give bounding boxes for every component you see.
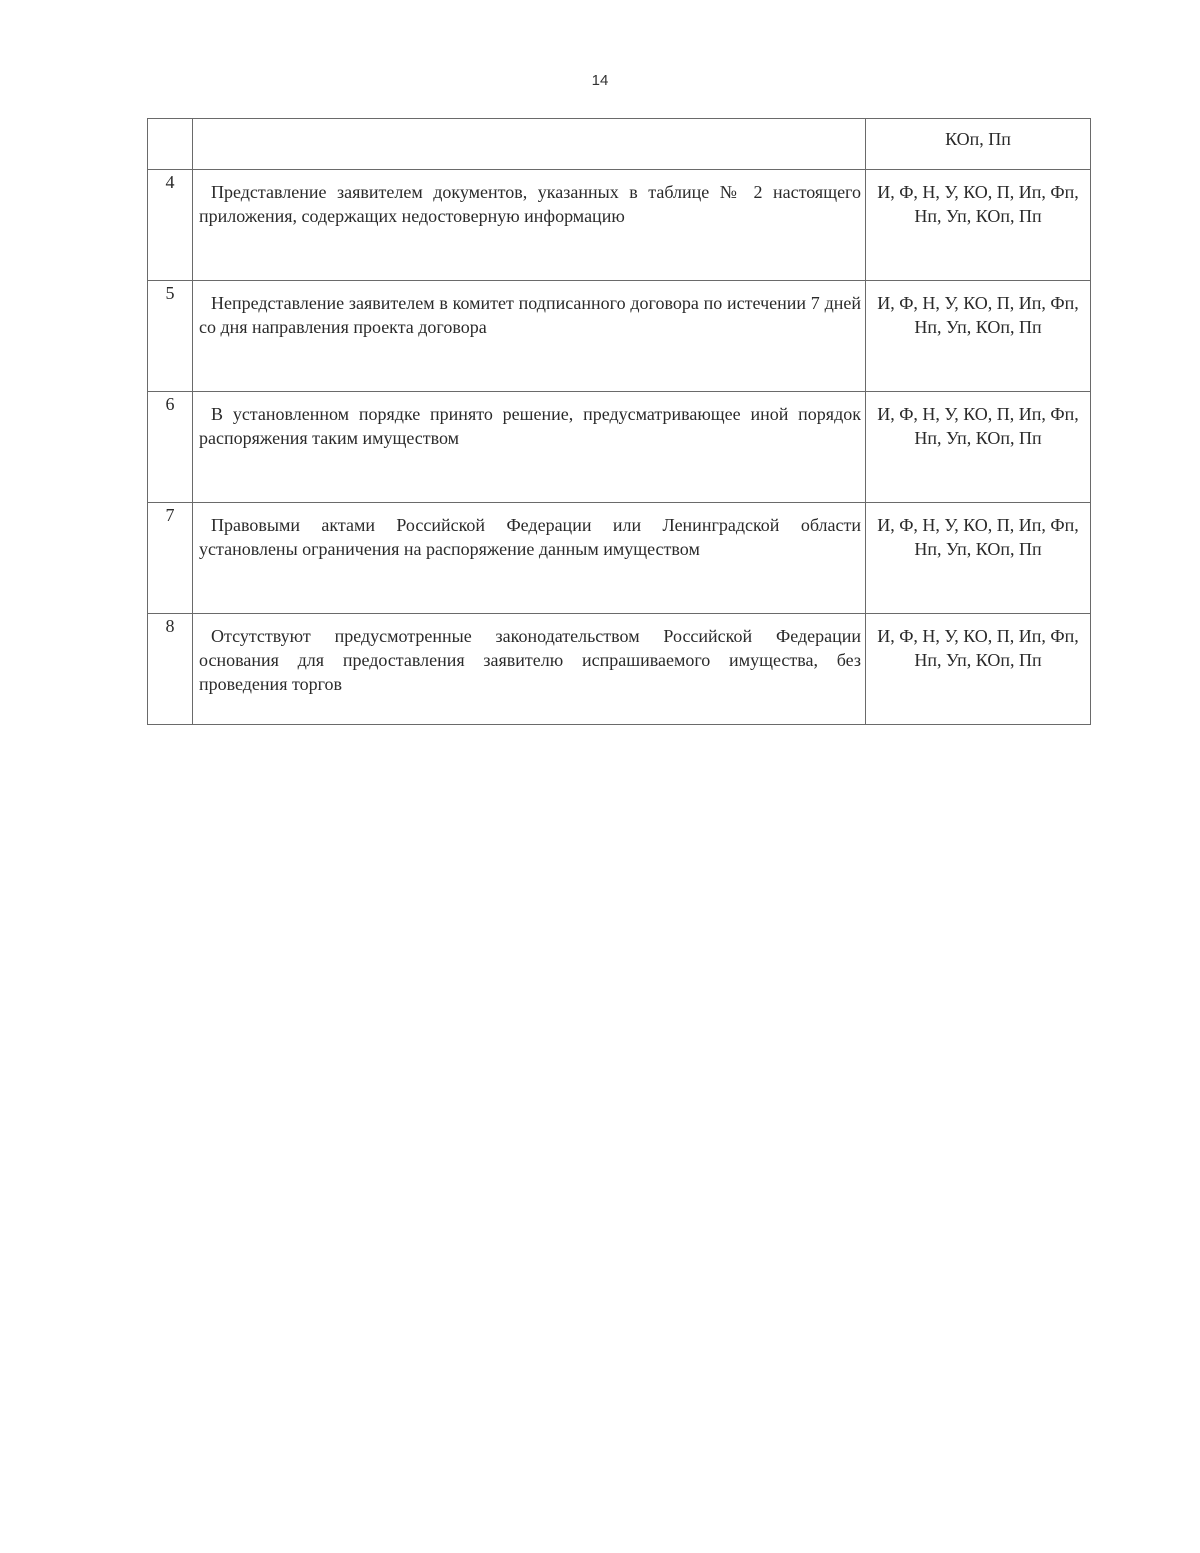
table-row — [148, 170, 1091, 281]
table-row — [148, 392, 1091, 503]
row-codes-cell: И, Ф, Н, У, КО, П, Ип, Фп, Нп, Уп, КОп, Пп — [866, 281, 1091, 392]
row-codes-cell: И, Ф, Н, У, КО, П, Ип, Фп, Нп, Уп, КОп, Пп — [866, 614, 1091, 725]
row-number-cell — [148, 119, 193, 170]
row-description-cell — [193, 392, 866, 503]
row-description-cell — [193, 170, 866, 281]
table-row — [148, 503, 1091, 614]
row-number-cell: 4 — [148, 170, 193, 281]
row-description-cell — [193, 281, 866, 392]
row-number-cell: 6 — [148, 392, 193, 503]
row-codes-cell: И, Ф, Н, У, КО, П, Ип, Фп, Нп, Уп, КОп, Пп — [866, 503, 1091, 614]
row-number-cell: 5 — [148, 281, 193, 392]
row-description-text: В установленном порядке принято решение, предусматривающее иной порядок распоряжения таким имуществом — [199, 404, 861, 448]
row-codes-cell: И, Ф, Н, У, КО, П, Ип, Фп, Нп, Уп, КОп, Пп — [866, 392, 1091, 503]
row-description-cell — [193, 503, 866, 614]
row-description-text: Непредставление заявителем в комитет подписанного договора по истечении 7 дней со дня направления проекта договора — [199, 293, 861, 337]
table-row — [148, 119, 1091, 170]
row-codes-cell: КОп, Пп — [866, 119, 1091, 170]
row-description-cell — [193, 119, 866, 170]
row-number-cell: 7 — [148, 503, 193, 614]
table-row — [148, 281, 1091, 392]
grounds-table — [147, 118, 1091, 725]
row-description-cell — [193, 614, 866, 725]
row-description-text: Отсутствуют предусмотренные законодательством Российской Федерации основания для предоставления заявителю испрашиваемого имущества, без проведения торгов — [199, 626, 861, 694]
row-codes-cell: И, Ф, Н, У, КО, П, Ип, Фп, Нп, Уп, КОп, Пп — [866, 170, 1091, 281]
row-description-text: Представление заявителем документов, указанных в таблице № 2 настоящего приложения, содержащих недостоверную информацию — [199, 182, 861, 226]
row-description-text: Правовыми актами Российской Федерации или Ленинградской области установлены ограничения на распоряжение данным имуществом — [199, 515, 861, 559]
page-number: 14 — [591, 72, 609, 89]
row-number-cell: 8 — [148, 614, 193, 725]
table-row — [148, 614, 1091, 725]
